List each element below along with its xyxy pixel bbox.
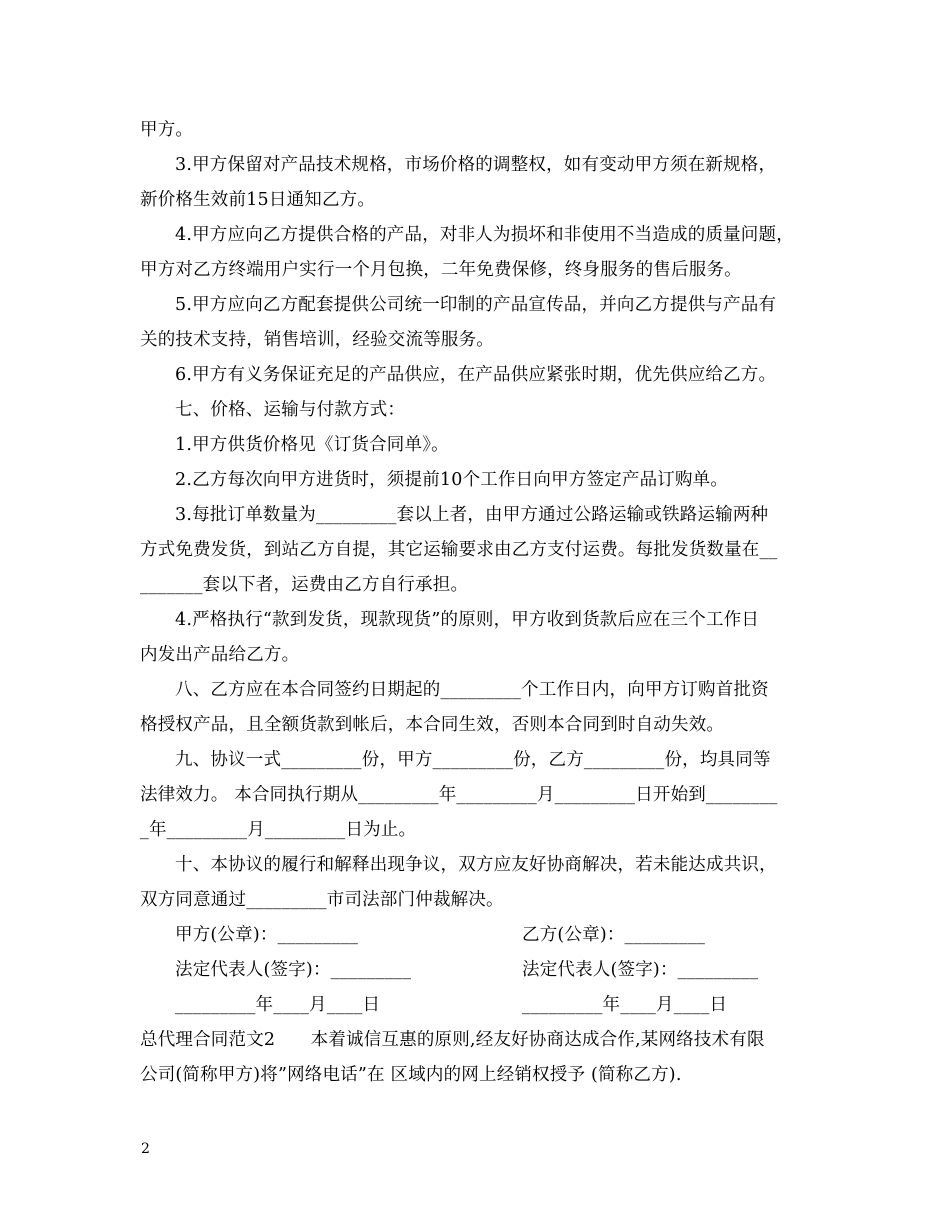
text-line: 法律效力。 本合同执行期从_________年_________月_________日开始到________: [140, 785, 778, 805]
text-line: 法定代表人(签字)：_________: [175, 960, 412, 980]
text-line: _______套以下者，运费由乙方自行承担。: [140, 575, 469, 595]
text-line: 甲方。: [140, 120, 194, 140]
text-line: 3.甲方保留对产品技术规格，市场价格的调整权，如有变动甲方须在新规格，: [175, 155, 777, 175]
text-line: 总代理合同范文2 本着诚信互惠的原则,经友好协商达成合作,某网络技术有限: [140, 1030, 765, 1050]
text-line: 6.甲方有义务保证充足的产品供应，在产品供应紧张时期，优先供应给乙方。: [175, 365, 777, 385]
text-line: 关的技术支持，销售培训，经验交流等服务。: [140, 330, 494, 350]
text-line: _年_________月_________日为止。: [140, 820, 417, 840]
text-line: 乙方(公章)：_________: [522, 925, 706, 945]
text-line: 方式免费发货，到站乙方自提，其它运输要求由乙方支付运费。每批发货数量在__: [140, 540, 778, 560]
text-line: 1.甲方供货价格见《订货合同单》。: [175, 435, 449, 455]
text-line: 七、价格、运输与付款方式：: [175, 400, 406, 420]
text-line: 八、乙方应在本合同签约日期起的_________个工作日内，向甲方订购首批资: [175, 680, 769, 700]
text-line: 4.甲方应向乙方提供合格的产品，对非人为损坏和非使用不当造成的质量问题，: [175, 225, 794, 245]
text-line: 甲方对乙方终端用户实行一个月包换，二年免费保修，终身服务的售后服务。: [140, 260, 742, 280]
text-line: 格授权产品，且全额货款到帐后，本合同生效，否则本合同到时自动失效。: [140, 715, 725, 735]
text-line: 双方同意通过_________市司法部门仲裁解决。: [140, 890, 504, 910]
text-line: _________年____月____日: [522, 995, 728, 1015]
text-line: 新价格生效前15日通知乙方。: [140, 190, 376, 210]
text-line: 5.甲方应向乙方配套提供公司统一印制的产品宣传品，并向乙方提供与产品有: [175, 295, 777, 315]
text-line: _________年____月____日: [175, 995, 381, 1015]
text-line: 内发出产品给乙方。: [140, 645, 300, 665]
text-line: 十、本协议的履行和解释出现争议，双方应友好协商解决，若未能达成共识，: [175, 855, 777, 875]
text-line: 甲方(公章)：_________: [175, 925, 359, 945]
page-number: 2: [141, 1141, 150, 1157]
text-line: 公司(简称甲方)将”网络电话”在 区域内的网上经销权授予 (简称乙方).: [140, 1065, 682, 1085]
text-line: 法定代表人(签字)：_________: [522, 960, 759, 980]
text-line: 3.每批订单数量为_________套以上者，由甲方通过公路运输或铁路运输两种: [175, 505, 769, 525]
text-line: 九、协议一式_________份，甲方_________份，乙方_________份，均具同等: [175, 750, 771, 770]
text-line: 4.严格执行“款到发货，现款现货”的原则，甲方收到货款后应在三个工作日: [175, 610, 760, 630]
text-line: 2.乙方每次向甲方进货时，须提前10个工作日向甲方签定产品订购单。: [175, 470, 729, 490]
